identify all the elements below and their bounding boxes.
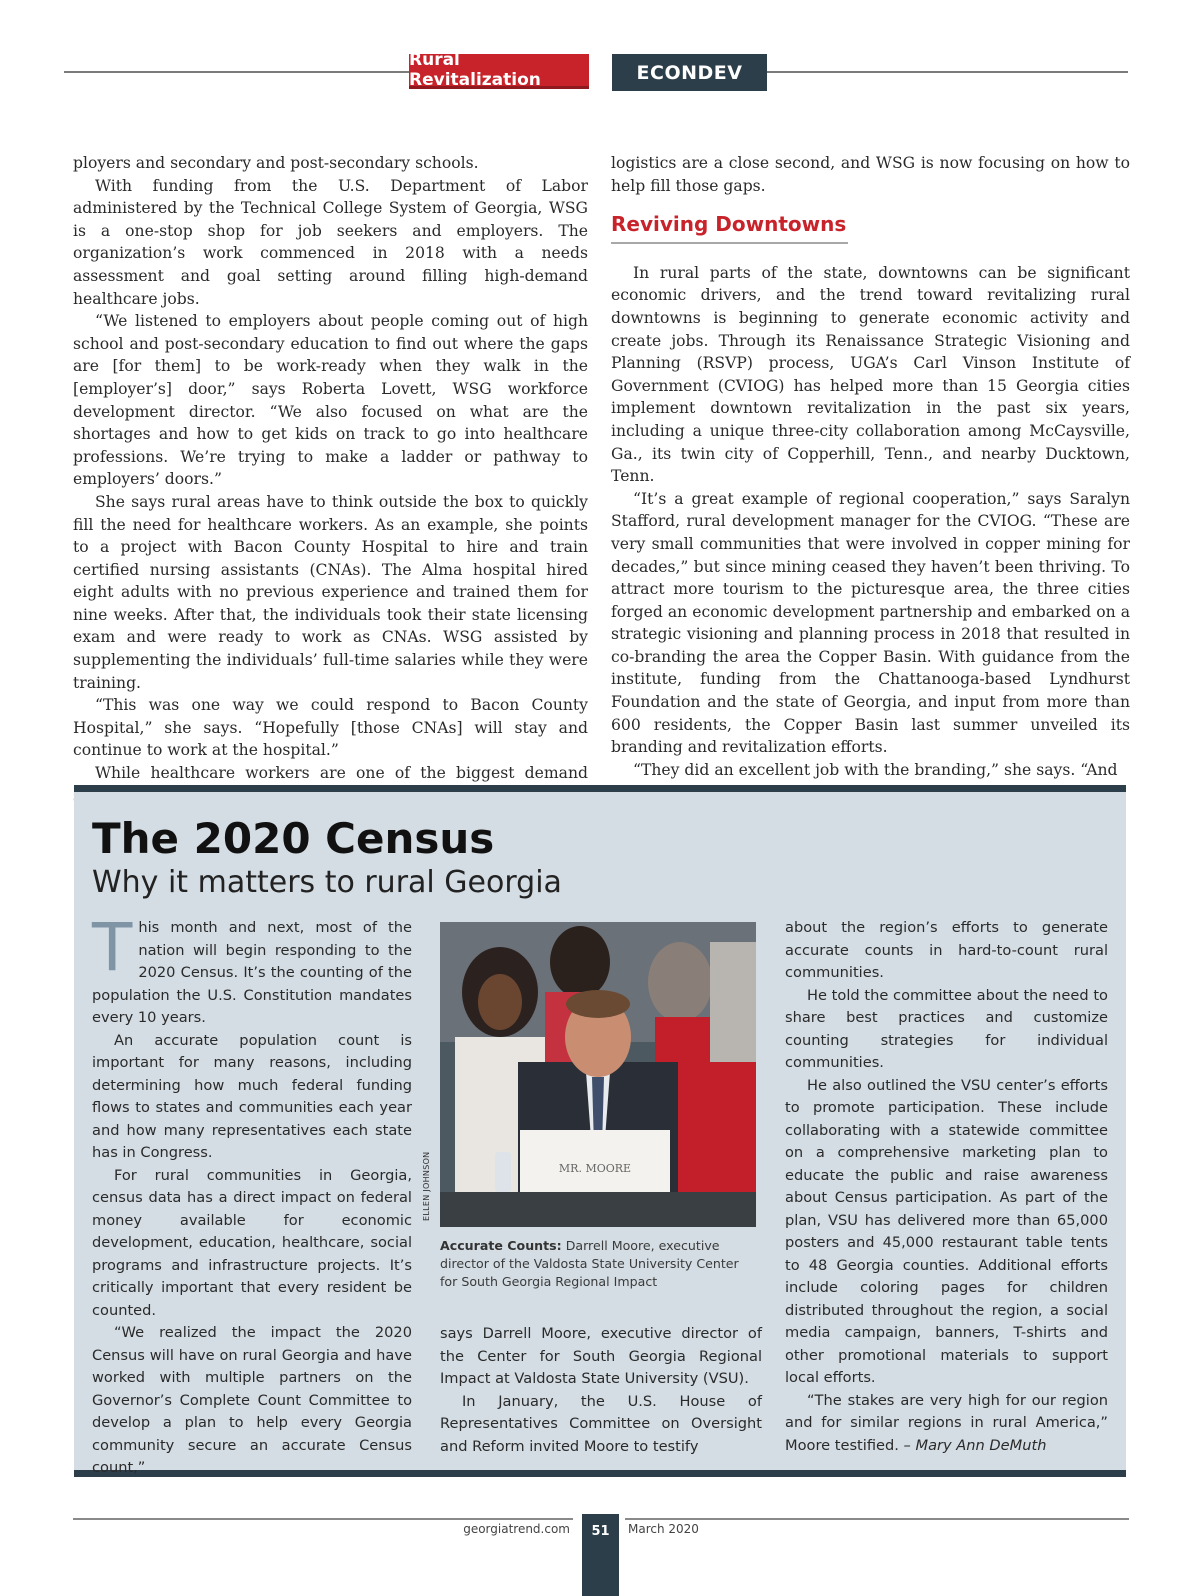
sidebar-right-column (785, 917, 1108, 1457)
sidebar-paragraph: He told the committee about the need to share best practices and customize counting strategies for individual communities. (785, 986, 1108, 1071)
hearing-photo-illustration (440, 922, 756, 1227)
article-paragraph: “It’s a great example of regional cooperation,” says Saralyn Stafford, rural development manager for the CVIOG. “These are very small communities that were involved in copper mining for decades,” but since mining ceased they haven’t been thriving. To attract more tourism to the picturesque area, the three cities forged an economic development partnership and embarked on a strategic visioning and planning process in 2018 that resulted in co-branding the area the Copper Basin. With guidance from the institute, funding from the Chattanooga-based Lyndhurst Foundation and the state of Georgia, and input from more than 600 residents, the Copper Basin last summer unveiled its branding and revitalization efforts. (611, 489, 1130, 757)
article-paragraph: In rural parts of the state, downtowns can be significant economic drivers, and the trend toward revitalizing rural downtowns is beginning to generate economic activity and create jobs. Through its Renaissance Strategic Visioning and Planning (RSVP) process, UGA’s Carl Vinson Institute of Government (CVIOG) has helped more than 15 Georgia cities implement downtown revitalization in the past six years, including a unique three-city collaboration among McCaysville, Ga., its twin city of Copperhill, Tenn., and nearby Ducktown, Tenn. (611, 263, 1130, 486)
caption-label: Accurate Counts: (440, 1238, 562, 1253)
sidebar-lead-paragraph (92, 909, 412, 1030)
sidebar-middle-column (440, 1323, 762, 1458)
article-paragraph: ployers and secondary and post-secondary schools. (73, 154, 479, 172)
sidebar-paragraph: “We realized the impact the 2020 Census will have on rural Georgia and have worked with multiple partners on the Governor’s Complete Count Committee to develop a plan to help every Georgia community secure an accurate Census count,” (92, 1324, 412, 1476)
header-rule-left (64, 71, 409, 73)
page-number: 51 (582, 1514, 619, 1596)
article-paragraph: logistics are a close second, and WSG is now focusing on how to help fill those gaps. (611, 154, 1130, 195)
hearing-photo (440, 922, 756, 1227)
article-paragraph: “They did an excellent job with the branding,” she says. “And (633, 760, 1118, 779)
sidebar-paragraph: An accurate population count is important for many reasons, including determining how much federal funding flows to states and communities each year and how many representatives each state has in Congress. (92, 1031, 412, 1161)
article-paragraph: “This was one way we could respond to Bacon County Hospital,” she says. “Hopefully [those CNAs] will stay and continue to work at the hospital.” (73, 696, 588, 760)
census-sidebar (74, 785, 1126, 1477)
footer-site: georgiatrend.com (463, 1522, 570, 1536)
section-subhead: Reviving Downtowns (611, 213, 848, 244)
caption-text: Darrell Moore, executive director of the Valdosta State University Center for South Georgia Regional Impact (440, 1238, 739, 1289)
sidebar-paragraph: For rural communities in Georgia, census data has a direct impact on federal money available for economic development, education, healthcare, social programs and infrastructure projects. It’s critically important that every resident be counted. (92, 1166, 412, 1319)
byline: – Mary Ann DeMuth (903, 1436, 1047, 1454)
article-left-column (73, 152, 588, 807)
photo-credit: ELLEN JOHNSON (422, 1151, 431, 1221)
footer-date: March 2020 (628, 1522, 699, 1536)
sidebar-title: The 2020 Census (92, 814, 495, 863)
footer-rule-right (625, 1518, 1129, 1520)
nameplate-text: MR. MOORE (558, 1162, 632, 1175)
section-tag: Rural Revitalization (409, 54, 589, 89)
article-paragraph: With funding from the U.S. Department of Labor administered by the Technical College System of Georgia, WSG is a one-stop shop for job seekers and employers. The organization’s work commenced in 2018 with a needs assessment and goal setting around filling high-demand healthcare jobs. (73, 176, 588, 308)
sidebar-paragraph: about the region’s efforts to generate accurate counts in hard-to-count rural communities. (785, 919, 1108, 981)
sidebar-left-column (92, 909, 412, 1480)
sidebar-paragraph: says Darrell Moore, executive director of the Center for South Georgia Regional Impact at Valdosta State University (VSU). (440, 1325, 762, 1387)
sidebar-paragraph: In January, the U.S. House of Representatives Committee on Oversight and Reform invited Moore to testify (440, 1392, 762, 1455)
closing-quote: “The stakes are very high for our region and for similar regions in rural America,” Moore testified. (785, 1391, 1108, 1454)
brand-tag: ECONDEV (612, 54, 767, 91)
lead-text: his month and next, most of the nation will begin responding to the 2020 Census. It’s the counting of the population the U.S. Constitution mandates every 10 years. (92, 919, 412, 1026)
sidebar-closing-paragraph (785, 1390, 1108, 1458)
article-paragraph: “We listened to employers about people coming out of high school and post-secondary education to find out where the gaps are [for them] to be work-ready when they walk in the [employer’s] door,” says Roberta Lovett, WSG workforce development director. “We also focused on what are the shortages and how to get kids on track to go into healthcare professions. We’re trying to make a ladder or pathway to employers’ doors.” (73, 312, 588, 489)
footer-rule-left (73, 1518, 573, 1520)
sidebar-paragraph: He also outlined the VSU center’s efforts to promote participation. These include collaborating with a statewide committee on a comprehensive marketing plan to educate the public and raise awareness about Census participation. As part of the plan, VSU has delivered more than 65,000 posters and 45,000 restaurant table tents to 48 Georgia counties. Additional efforts include coloring pages for children distributed throughout the region, a social media campaign, banners, T-shirts and other promotional materials to support local efforts. (785, 1076, 1108, 1386)
article-paragraph: She says rural areas have to think outside the box to quickly fill the need for healthcare workers. As an example, she points to a project with Bacon County Hospital to hire and train certified nursing assistants (CNAs). The Alma hospital hired eight adults with no previous experience and trained them for nine weeks. After that, the individuals took their state licensing exam and were ready to work as CNAs. WSG assisted by supplementing the individuals’ full-time salaries while they were training. (73, 492, 588, 692)
article-right-column (611, 152, 1130, 781)
article-paragraph: While healthcare workers are one of the biggest demand (95, 764, 588, 783)
sidebar-subtitle: Why it matters to rural Georgia (92, 865, 562, 900)
photo-caption (440, 1237, 758, 1291)
header-rule-right (758, 71, 1128, 73)
drop-cap: T (92, 909, 133, 986)
